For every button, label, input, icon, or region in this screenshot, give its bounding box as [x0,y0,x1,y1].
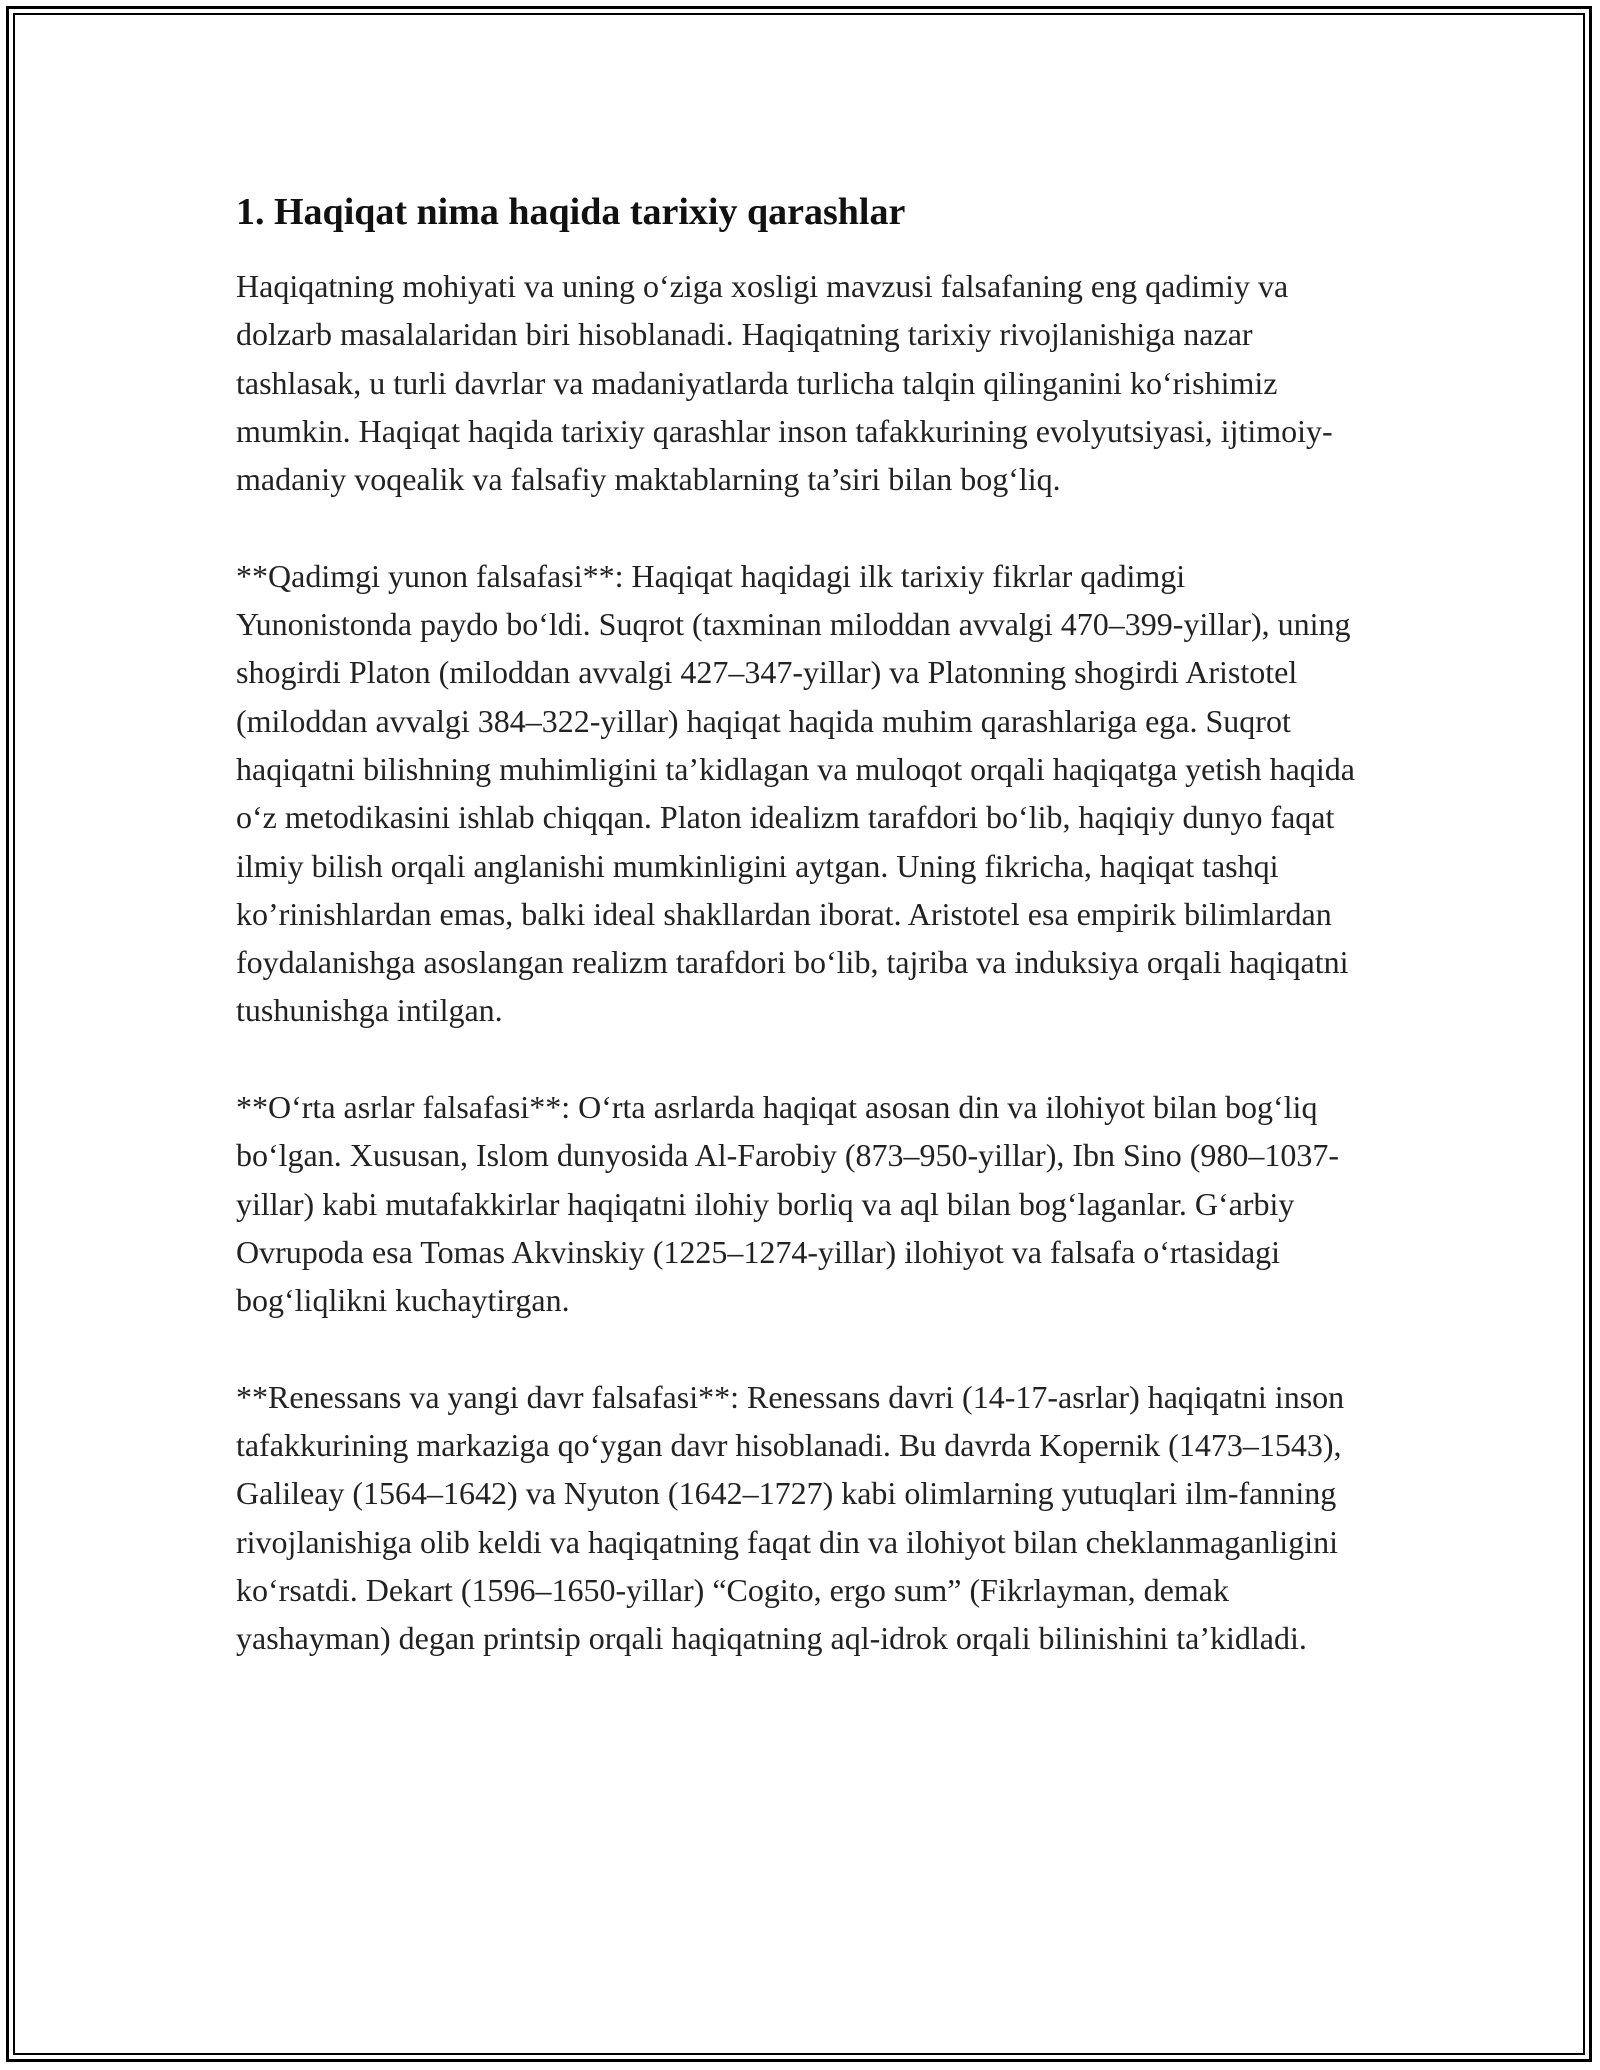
paragraph-intro: Haqiqatning mohiyati va uning o‘ziga xosligi mavzusi falsafaning eng qadimiy va dolzarb masalalaridan biri hisoblanadi. Haqiqatning tarixiy rivojlanishiga nazar tashlasak, u turli davrlar va madaniyatlarda turlicha talqin qilinganini ko‘rishimiz mumkin. Haqiqat haqida tarixiy qarashlar inson tafakkurining evolyutsiyasi, ijtimoiy-madaniy voqealik va falsafiy maktablarning ta’siri bilan bog‘liq. [236,268,1333,498]
document-body [236,186,1366,1711]
paragraph-renaissance-philosophy: **Renessans va yangi davr falsafasi**: Renessans davri (14-17-asrlar) haqiqatni inson tafakkurining markaziga qo‘ygan davr hisoblanadi. Bu davrda Kopernik (1473–1543), Galileay (1564–1642) va Nyuton (1642–1727) kabi olimlarning yutuqlari ilm-fanning rivojlanishiga olib keldi va haqiqatning faqat din va ilohiyot bilan cheklanmaganligini ko‘rsatdi. Dekart (1596–1650-yillar) “Cogito, ergo sum” (Fikrlayman, demak yashayman) degan printsip orqali haqiqatning aql-idrok orqali bilinishini ta’kidladi. [236,1378,1345,1657]
section-title: 1. Haqiqat nima haqida tarixiy qarashlar [236,191,906,233]
paragraph-medieval-philosophy: **O‘rta asrlar falsafasi**: O‘rta asrlarda haqiqat asosan din va ilohiyot bilan bog‘liq bo‘lgan. Xususan, Islom dunyosida Al-Farobiy (873–950-yillar), Ibn Sino (980–1037-yillar) kabi mutafakkirlar haqiqatni ilohiy borliq va aql bilan bog‘laganlar. G‘arbiy Ovrupoda esa Tomas Akvinskiy (1225–1274-yillar) ilohiyot va falsafa o‘rtasidagi bog‘liqlikni kuchaytirgan. [236,1089,1339,1319]
paragraph-ancient-greek-philosophy: **Qadimgi yunon falsafasi**: Haqiqat haqidagi ilk tarixiy fikrlar qadimgi Yunonistonda paydo bo‘ldi. Suqrot (taxminan miloddan avvalgi 470–399-yillar), uning shogirdi Platon (miloddan avvalgi 427–347-yillar) va Platonning shogirdi Aristotel (miloddan avvalgi 384–322-yillar) haqiqat haqida muhim qarashlariga ega. Suqrot haqiqatni bilishning muhimligini ta’kidlagan va muloqot orqali haqiqatga yetish haqida o‘z metodikasini ishlab chiqqan. Platon idealizm tarafdori bo‘lib, haqiqiy dunyo faqat ilmiy bilish orqali anglanishi mumkinligini aytgan. Uning fikricha, haqiqat tashqi ko’rinishlardan emas, balki ideal shakllardan iborat. Aristotel esa empirik bilimlardan foydalanishga asoslangan realizm tarafdori bo‘lib, tajriba va induksiya orqali haqiqatni tushunishga intilgan. [236,557,1355,1029]
